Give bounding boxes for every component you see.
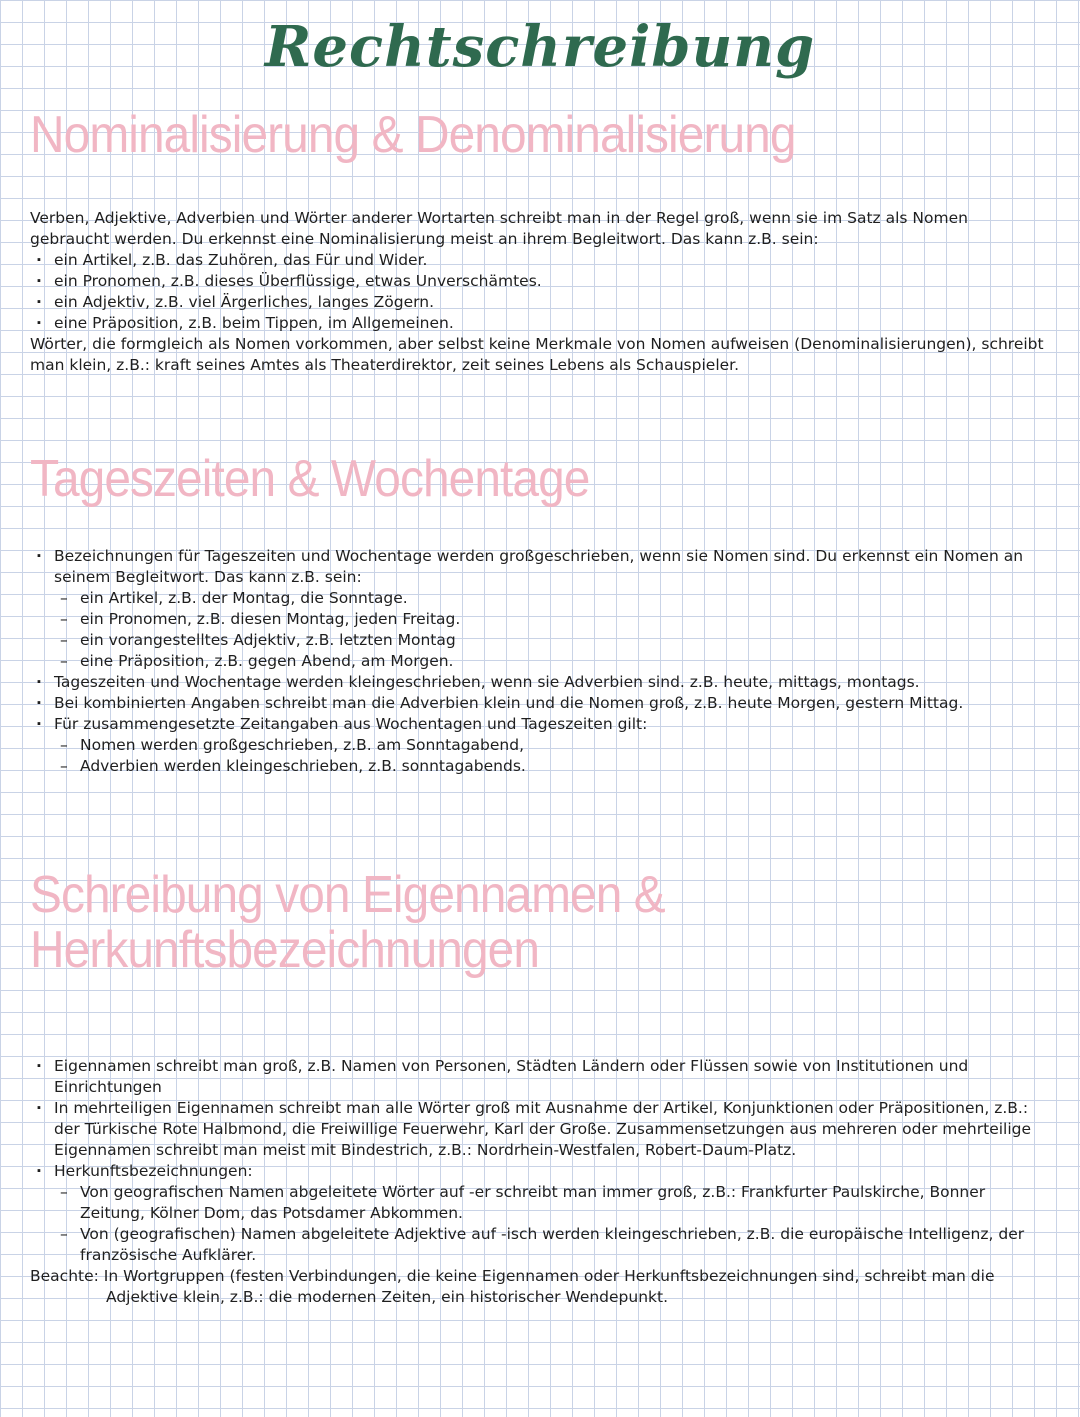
list-item: · ein Adjektiv, z.B. viel Ärgerliches, langes Zögern.: [30, 292, 1050, 313]
sub-list-item: – ein Artikel, z.B. der Montag, die Sonntage.: [30, 588, 1050, 609]
section-body-tageszeiten: [30, 546, 1050, 777]
section-heading-nominalisierung: Nominalisierung & Denominalisierung: [30, 106, 796, 164]
list-item: · Tageszeiten und Wochentage werden kleingeschrieben, wenn sie Adverbien sind. z.B. heute, mittags, montags.: [30, 672, 1050, 693]
note: Beachte: In Wortgruppen (festen Verbindungen, die keine Eigennamen oder Herkunftsbezeichnungen sind, schreibt man die: [30, 1267, 995, 1285]
sub-list-item: – ein vorangestelltes Adjektiv, z.B. letzten Montag: [30, 630, 1050, 651]
bullet-list: [30, 546, 1050, 777]
sub-list-item: – Adverbien werden kleingeschrieben, z.B. sonntagabends.: [30, 756, 1050, 777]
heading-line: Schreibung von Eigennamen &: [30, 866, 665, 924]
paragraph: Wörter, die formgleich als Nomen vorkommen, aber selbst keine Merkmale von Nomen aufweisen (Denominalisierungen), schreibt man klein, z.B.: kraft seines Amtes als Theaterdirektor, zeit seines Lebens als Schauspieler.: [30, 335, 1044, 374]
section-body-eigennamen: [30, 1056, 1050, 1308]
list-item: · ein Pronomen, z.B. dieses Überflüssige, etwas Unverschämtes.: [30, 271, 1050, 292]
list-item: · Herkunftsbezeichnungen:: [30, 1161, 1050, 1182]
sub-list-item: – ein Pronomen, z.B. diesen Montag, jeden Freitag.: [30, 609, 1050, 630]
list-item: · Bei kombinierten Angaben schreibt man die Adverbien klein und die Nomen groß, z.B. heute Morgen, gestern Mittag.: [30, 693, 1050, 714]
sub-list-item: – Nomen werden großgeschrieben, z.B. am Sonntagabend,: [30, 735, 1050, 756]
list-item: · eine Präposition, z.B. beim Tippen, im Allgemeinen.: [30, 313, 1050, 334]
bullet-list: [30, 250, 1050, 334]
section-heading-tageszeiten: Tageszeiten & Wochentage: [30, 450, 590, 508]
list-item: · Eigennamen schreibt man groß, z.B. Namen von Personen, Städten Ländern oder Flüssen sowie von Institutionen und Einrichtungen: [30, 1056, 1050, 1098]
paragraph: Verben, Adjektive, Adverbien und Wörter anderer Wortarten schreibt man in der Regel groß, wenn sie im Satz als Nomen gebraucht werden. Du erkennst eine Nominalisierung meist an ihrem Begleitwort. Das kann z.B. sein:: [30, 209, 968, 248]
section-body-nominalisierung: [30, 208, 1050, 376]
sub-list-item: – Von geografischen Namen abgeleitete Wörter auf -er schreibt man immer groß, z.B.: Frankfurter Paulskirche, Bonner Zeitung, Kölner Dom, das Potsdamer Abkommen.: [30, 1182, 1050, 1224]
list-item: · Für zusammengesetzte Zeitangaben aus Wochentagen und Tageszeiten gilt:: [30, 714, 1050, 735]
list-item: · ein Artikel, z.B. das Zuhören, das Für und Wider.: [30, 250, 1050, 271]
section-heading-eigennamen: [30, 868, 665, 977]
sub-list-item: – Von (geografischen) Namen abgeleitete Adjektive auf -isch werden kleingeschrieben, z.B. die europäische Intelligenz, der französische Aufklärer.: [30, 1224, 1050, 1266]
page-title: Rechtschreibung: [264, 14, 816, 80]
list-item: · Bezeichnungen für Tageszeiten und Wochentage werden großgeschrieben, wenn sie Nomen sind. Du erkennst ein Nomen an seinem Begleitwort. Das kann z.B. sein:: [30, 546, 1050, 588]
heading-line: Herkunftsbezeichnungen: [30, 920, 540, 979]
list-item: · In mehrteiligen Eigennamen schreibt man alle Wörter groß mit Ausnahme der Artikel, Konjunktionen oder Präpositionen, z.B.: der Türkische Rote Halbmond, die Freiwillige Feuerwehr, Karl der Große. Zusammensetzungen aus mehreren oder mehrteilige Eigennamen schreibt man meist mit Bindestrich, z.B.: Nordrhein-Westfalen, Robert-Daum-Platz.: [30, 1098, 1050, 1161]
bullet-list: [30, 1056, 1050, 1266]
note-continuation: Adjektive klein, z.B.: die modernen Zeiten, ein historischer Wendepunkt.: [106, 1288, 669, 1306]
sub-list-item: – eine Präposition, z.B. gegen Abend, am Morgen.: [30, 651, 1050, 672]
